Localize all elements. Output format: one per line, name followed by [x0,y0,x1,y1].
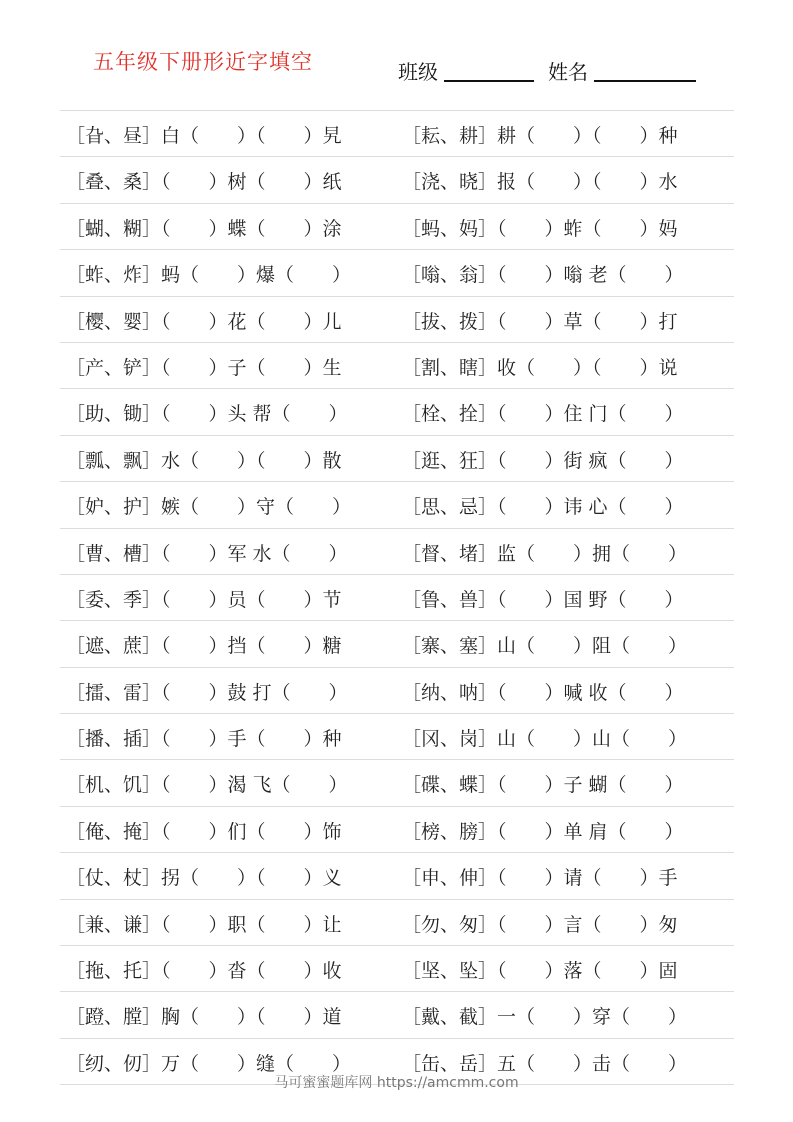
exercise-left[interactable]: ［遮、蔗］（ ）挡（ ）糖 [66,635,342,658]
exercise-right[interactable]: ［耘、耕］耕（ ）（ ）种 [402,125,678,147]
exercise-row [60,529,734,575]
exercise-row [60,250,734,296]
name-field[interactable] [548,56,696,85]
exercise-left[interactable]: ［助、锄］（ ）头 帮（ ） [66,403,348,426]
exercise-right[interactable]: ［寨、塞］山（ ）阻（ ） [402,635,688,658]
exercise-left[interactable]: ［曹、槽］（ ）军 水（ ） [66,542,348,565]
exercise-row [60,436,734,482]
exercise-left[interactable]: ［产、铲］（ ）子（ ）生 [66,356,342,379]
name-label: 姓名 [548,60,588,84]
exercise-row [60,575,734,621]
name-blank-line[interactable] [594,80,696,82]
exercise-row [60,946,734,992]
exercise-left[interactable]: ［俺、掩］（ ）们（ ）饰 [66,820,342,843]
footer-watermark: 马可蜜蜜题库网 https://amcmm.com [274,1075,519,1091]
exercise-row [60,760,734,806]
exercise-right[interactable]: ［碟、蝶］（ ）子 蝴（ ） [402,774,684,797]
exercise-row [60,204,734,250]
exercise-left[interactable]: ［仗、杖］拐（ ）（ ）义 [66,867,342,890]
exercise-row [60,900,734,946]
exercise-right[interactable]: ［榜、膀］（ ）单 肩（ ） [402,820,684,843]
exercise-right[interactable]: ［嗡、翁］（ ）嗡 老（ ） [402,264,684,287]
exercise-left[interactable]: ［擂、雷］（ ）鼓 打（ ） [66,681,348,704]
exercise-right[interactable]: ［蚂、妈］（ ）蚱（ ）妈 [402,217,678,240]
exercise-left[interactable]: ［叠、桑］（ ）树（ ）纸 [66,171,342,194]
exercise-right[interactable]: ［浇、晓］报（ ）（ ）水 [402,171,678,194]
class-blank-line[interactable] [444,80,534,82]
worksheet-title: 五年级下册形近字填空 [93,50,313,74]
exercise-right[interactable]: ［思、忌］（ ）讳 心（ ） [402,496,684,519]
exercise-row [60,714,734,760]
exercise-row [60,807,734,853]
exercise-table [60,110,734,1085]
exercise-left[interactable]: ［机、饥］（ ）渴 飞（ ） [66,774,348,797]
exercise-left[interactable]: ［蝴、糊］（ ）蝶（ ）涂 [66,217,342,240]
exercise-right[interactable]: ［割、瞎］收（ ）（ ）说 [402,356,678,379]
exercise-right[interactable]: ［戴、截］一（ ）穿（ ） [402,1006,688,1029]
exercise-right[interactable]: ［缶、岳］五（ ）击（ ） [402,1052,688,1075]
exercise-left[interactable]: ［妒、护］嫉（ ）守（ ） [66,496,352,519]
exercise-left[interactable]: ［瓢、飘］水（ ）（ ）散 [66,449,342,472]
exercise-left[interactable]: ［旮、昼］白（ ）（ ）旯 [66,125,342,147]
exercise-row [60,668,734,714]
class-field[interactable] [398,56,534,85]
exercise-left[interactable]: ［纫、仞］万（ ）缝（ ） [66,1052,352,1075]
exercise-row [60,343,734,389]
exercise-row [60,621,734,667]
exercise-row [60,992,734,1038]
class-label: 班级 [398,60,438,84]
exercise-left[interactable]: ［蹬、膛］胸（ ）（ ）道 [66,1006,342,1029]
exercise-right[interactable]: ［鲁、兽］（ ）国 野（ ） [402,588,684,611]
exercise-right[interactable]: ［栓、拴］（ ）住 门（ ） [402,403,684,426]
exercise-row [60,389,734,435]
exercise-right[interactable]: ［纳、呐］（ ）喊 收（ ） [402,681,684,704]
exercise-left[interactable]: ［兼、谦］（ ）职（ ）让 [66,913,342,936]
exercise-row [60,111,734,157]
exercise-row [60,853,734,899]
exercise-right[interactable]: ［坚、坠］（ ）落（ ）固 [402,960,678,983]
exercise-left[interactable]: ［蚱、炸］蚂（ ）爆（ ） [66,264,352,287]
exercise-left[interactable]: ［播、插］（ ）手（ ）种 [66,728,342,751]
exercise-left[interactable]: ［拖、托］（ ）沓（ ）收 [66,960,342,983]
exercise-left[interactable]: ［委、季］（ ）员（ ）节 [66,588,342,611]
exercise-right[interactable]: ［冈、岗］山（ ）山（ ） [402,728,688,751]
exercise-right[interactable]: ［申、伸］（ ）请（ ）手 [402,867,678,890]
exercise-right[interactable]: ［拔、拨］（ ）草（ ）打 [402,310,678,333]
exercise-row [60,157,734,203]
exercise-left[interactable]: ［樱、婴］（ ）花（ ）儿 [66,310,342,333]
exercise-right[interactable]: ［督、堵］监（ ）拥（ ） [402,542,688,565]
exercise-right[interactable]: ［勿、匆］（ ）言（ ）匆 [402,913,678,936]
exercise-row [60,297,734,343]
exercise-right[interactable]: ［逛、狂］（ ）街 疯（ ） [402,449,684,472]
exercise-row [60,482,734,528]
